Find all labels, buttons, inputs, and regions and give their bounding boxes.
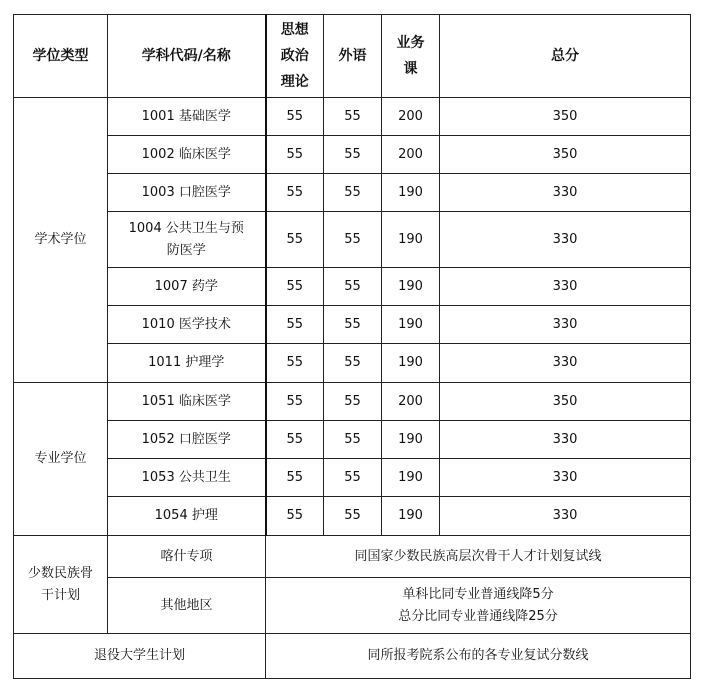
politics-cell: 55 [266, 497, 324, 536]
header-politics-line: 理论 [280, 74, 309, 90]
header-foreign: 外语 [324, 15, 382, 98]
major-cell: 190 [382, 306, 440, 344]
politics-cell: 55 [266, 136, 324, 174]
total-cell: 330 [440, 497, 691, 536]
header-major-line: 业务 [396, 35, 425, 51]
header-politics-line: 思想 [280, 22, 309, 38]
region-cell: 其他地区 [108, 578, 266, 634]
major-cell: 200 [382, 136, 440, 174]
subject-cell: 1051 临床医学 [108, 383, 266, 421]
header-politics [266, 15, 324, 98]
foreign-cell: 55 [324, 306, 382, 344]
professional-degree-label: 专业学位 [14, 383, 108, 536]
rule-line: 单科比同专业普通线降5分 [402, 586, 554, 602]
total-cell: 330 [440, 174, 691, 212]
retest-score-table [13, 14, 691, 679]
header-major-line: 课 [403, 61, 418, 77]
header-major [382, 15, 440, 98]
subject-cell: 1002 临床医学 [108, 136, 266, 174]
foreign-cell: 55 [324, 98, 382, 136]
foreign-cell: 55 [324, 212, 382, 268]
table-row [14, 536, 691, 578]
header-politics-line: 政治 [280, 48, 309, 64]
subject-cell: 1011 护理学 [108, 344, 266, 383]
table-row [14, 344, 691, 383]
table-row [14, 268, 691, 306]
major-cell: 190 [382, 344, 440, 383]
veteran-plan-rule: 同所报考院系公布的各专业复试分数线 [266, 634, 691, 679]
veteran-plan-label: 退役大学生计划 [14, 634, 266, 679]
subject-cell [108, 212, 266, 268]
rule-cell [266, 578, 691, 634]
header-degree-type: 学位类型 [14, 15, 108, 98]
total-cell: 330 [440, 421, 691, 459]
table-row [14, 212, 691, 268]
major-cell: 190 [382, 268, 440, 306]
table-row [14, 421, 691, 459]
politics-cell: 55 [266, 344, 324, 383]
header-row [14, 15, 691, 98]
region-cell: 喀什专项 [108, 536, 266, 578]
foreign-cell: 55 [324, 459, 382, 497]
total-cell: 330 [440, 344, 691, 383]
academic-degree-label: 学术学位 [14, 98, 108, 383]
total-cell: 350 [440, 383, 691, 421]
major-cell: 190 [382, 459, 440, 497]
table-row [14, 306, 691, 344]
table-row [14, 459, 691, 497]
major-cell: 190 [382, 212, 440, 268]
politics-cell: 55 [266, 268, 324, 306]
major-cell: 190 [382, 174, 440, 212]
total-cell: 350 [440, 98, 691, 136]
foreign-cell: 55 [324, 344, 382, 383]
major-cell: 190 [382, 421, 440, 459]
header-total: 总分 [440, 15, 691, 98]
foreign-cell: 55 [324, 383, 382, 421]
subject-cell: 1054 护理 [108, 497, 266, 536]
subject-line: 1004 公共卫生与预 [128, 220, 244, 236]
rule-line: 同国家少数民族高层次骨干人才计划复试线 [354, 548, 602, 564]
table-row [14, 383, 691, 421]
total-cell: 330 [440, 459, 691, 497]
politics-cell: 55 [266, 212, 324, 268]
politics-cell: 55 [266, 459, 324, 497]
minority-plan-label [14, 536, 108, 634]
politics-cell: 55 [266, 421, 324, 459]
foreign-cell: 55 [324, 174, 382, 212]
table-row [14, 98, 691, 136]
total-cell: 350 [440, 136, 691, 174]
foreign-cell: 55 [324, 497, 382, 536]
total-cell: 330 [440, 306, 691, 344]
foreign-cell: 55 [324, 421, 382, 459]
subject-cell: 1001 基础医学 [108, 98, 266, 136]
table-row [14, 136, 691, 174]
foreign-cell: 55 [324, 268, 382, 306]
major-cell: 190 [382, 497, 440, 536]
politics-cell: 55 [266, 306, 324, 344]
subject-cell: 1003 口腔医学 [108, 174, 266, 212]
foreign-cell: 55 [324, 136, 382, 174]
subject-cell: 1010 医学技术 [108, 306, 266, 344]
total-cell: 330 [440, 212, 691, 268]
politics-cell: 55 [266, 383, 324, 421]
politics-cell: 55 [266, 98, 324, 136]
major-cell: 200 [382, 98, 440, 136]
minority-plan-line: 少数民族骨 [27, 565, 93, 581]
total-cell: 330 [440, 268, 691, 306]
subject-cell: 1053 公共卫生 [108, 459, 266, 497]
table-row [14, 497, 691, 536]
politics-cell: 55 [266, 174, 324, 212]
subject-cell: 1052 口腔医学 [108, 421, 266, 459]
header-subject: 学科代码/名称 [108, 15, 266, 98]
table-row [14, 578, 691, 634]
major-cell: 200 [382, 383, 440, 421]
table-row [14, 174, 691, 212]
rule-line: 总分比同专业普通线降25分 [398, 608, 558, 624]
minority-plan-line: 干计划 [40, 587, 80, 603]
subject-cell: 1007 药学 [108, 268, 266, 306]
table-row [14, 634, 691, 679]
rule-cell [266, 536, 691, 578]
subject-line: 防医学 [166, 242, 206, 258]
